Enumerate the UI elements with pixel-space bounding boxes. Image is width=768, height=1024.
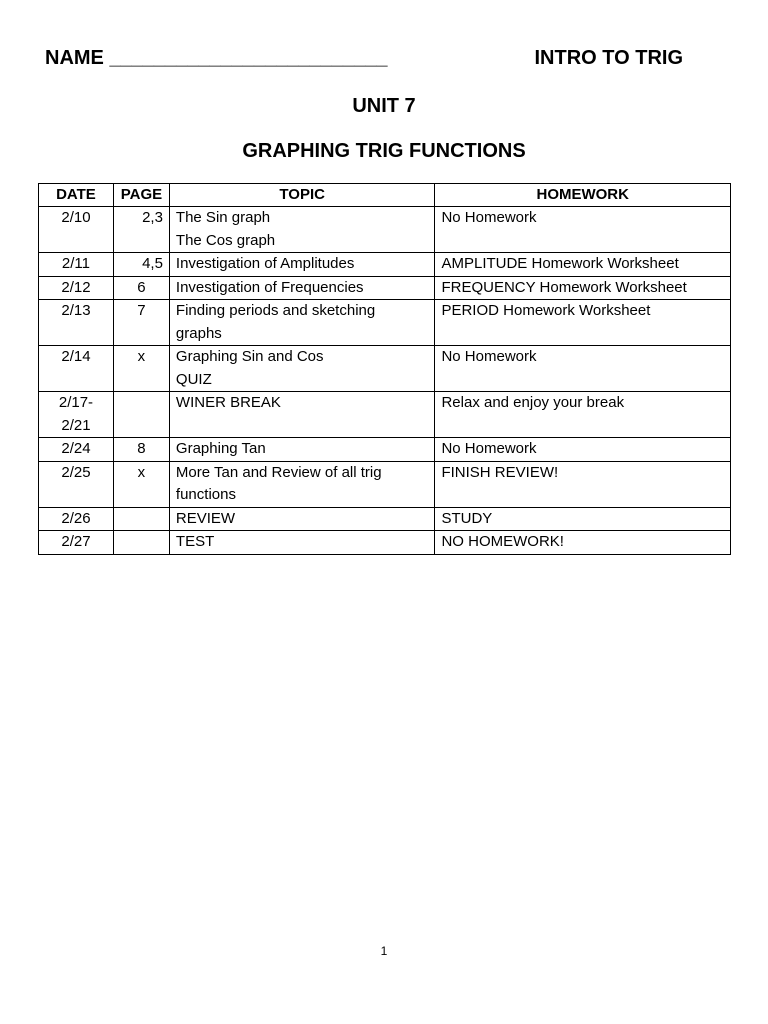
topic-text: The Cos graph (175, 231, 276, 249)
table-row (39, 207, 731, 253)
table-row (39, 392, 731, 438)
cell-topic (169, 253, 435, 277)
cell-homework: FREQUENCY Homework Worksheet (435, 276, 731, 300)
table-row (39, 461, 731, 507)
topic-text: Finding periods and sketching (175, 302, 376, 319)
schedule-body (39, 207, 731, 555)
cell-homework: No Homework (435, 438, 731, 462)
cell-page (113, 392, 169, 438)
course-title: INTRO TO TRIG (534, 47, 683, 69)
cell-page: x (113, 461, 169, 507)
column-header-topic: TOPIC (169, 184, 435, 207)
page-number: 1 (380, 944, 388, 958)
date-text: 2/21 (61, 416, 91, 434)
topic-text: Investigation of Amplitudes (175, 255, 355, 272)
header-line (45, 47, 685, 75)
column-header-date: DATE (39, 184, 114, 207)
cell-page: 4,5 (113, 253, 169, 277)
date-text: 2/27 (61, 533, 91, 550)
cell-homework: NO HOMEWORK! (435, 531, 731, 555)
topic-title: GRAPHING TRIG FUNCTIONS (242, 140, 526, 162)
column-header-homework: HOMEWORK (435, 184, 731, 207)
cell-page: 2,3 (113, 207, 169, 253)
topic-text: TEST (175, 533, 215, 550)
cell-date (39, 207, 114, 253)
topic-text: functions (175, 486, 236, 503)
cell-date (39, 253, 114, 277)
cell-homework: AMPLITUDE Homework Worksheet (435, 253, 731, 277)
cell-homework: No Homework (435, 207, 731, 253)
date-text: 2/14 (61, 348, 91, 365)
cell-topic (169, 461, 435, 507)
topic-text: Graphing Sin and Cos (175, 348, 324, 365)
cell-topic (169, 531, 435, 555)
cell-topic (169, 207, 435, 253)
cell-topic (169, 392, 435, 438)
cell-page: 6 (113, 276, 169, 300)
cell-page: 7 (113, 300, 169, 346)
topic-text: Investigation of Frequencies (175, 278, 364, 296)
cell-topic (169, 300, 435, 346)
cell-date (39, 461, 114, 507)
date-text: 2/25 (61, 463, 91, 481)
cell-date (39, 300, 114, 346)
table-row (39, 276, 731, 300)
table-row (39, 253, 731, 277)
table-row (39, 346, 731, 392)
unit-title: UNIT 7 (352, 95, 416, 117)
cell-date (39, 276, 114, 300)
cell-date (39, 346, 114, 392)
topic-text: REVIEW (175, 509, 236, 527)
cell-homework: PERIOD Homework Worksheet (435, 300, 731, 346)
cell-date (39, 507, 114, 531)
cell-topic (169, 276, 435, 300)
table-row (39, 438, 731, 462)
cell-page: x (113, 346, 169, 392)
topic-text: The Sin graph (175, 209, 271, 226)
cell-topic (169, 507, 435, 531)
cell-page: 8 (113, 438, 169, 462)
cell-date (39, 531, 114, 555)
name-field-label: NAME _________________________ (45, 47, 388, 69)
topic-text: WINER BREAK (175, 394, 281, 411)
schedule-table (38, 183, 731, 555)
date-text: 2/11 (61, 255, 91, 272)
table-row (39, 300, 731, 346)
column-header-page: PAGE (113, 184, 169, 207)
cell-homework: No Homework (435, 346, 731, 392)
topic-text: graphs (175, 324, 222, 342)
date-text: 2/12 (61, 278, 91, 296)
cell-topic (169, 346, 435, 392)
cell-page (113, 507, 169, 531)
cell-date (39, 438, 114, 462)
cell-topic (169, 438, 435, 462)
cell-page (113, 531, 169, 555)
topic-text: More Tan and Review of all trig (175, 463, 382, 481)
date-text: 2/13 (61, 302, 91, 319)
date-text: 2/26 (61, 509, 91, 527)
table-header-row (39, 184, 731, 207)
cell-homework: Relax and enjoy your break (435, 392, 731, 438)
date-text: 2/24 (61, 440, 91, 457)
topic-text: QUIZ (175, 370, 212, 388)
date-text: 2/17- (58, 394, 94, 411)
cell-homework: STUDY (435, 507, 731, 531)
topic-text: Graphing Tan (175, 440, 266, 457)
date-text: 2/10 (61, 209, 91, 226)
table-row (39, 507, 731, 531)
table-row (39, 531, 731, 555)
cell-date (39, 392, 114, 438)
cell-homework: FINISH REVIEW! (435, 461, 731, 507)
